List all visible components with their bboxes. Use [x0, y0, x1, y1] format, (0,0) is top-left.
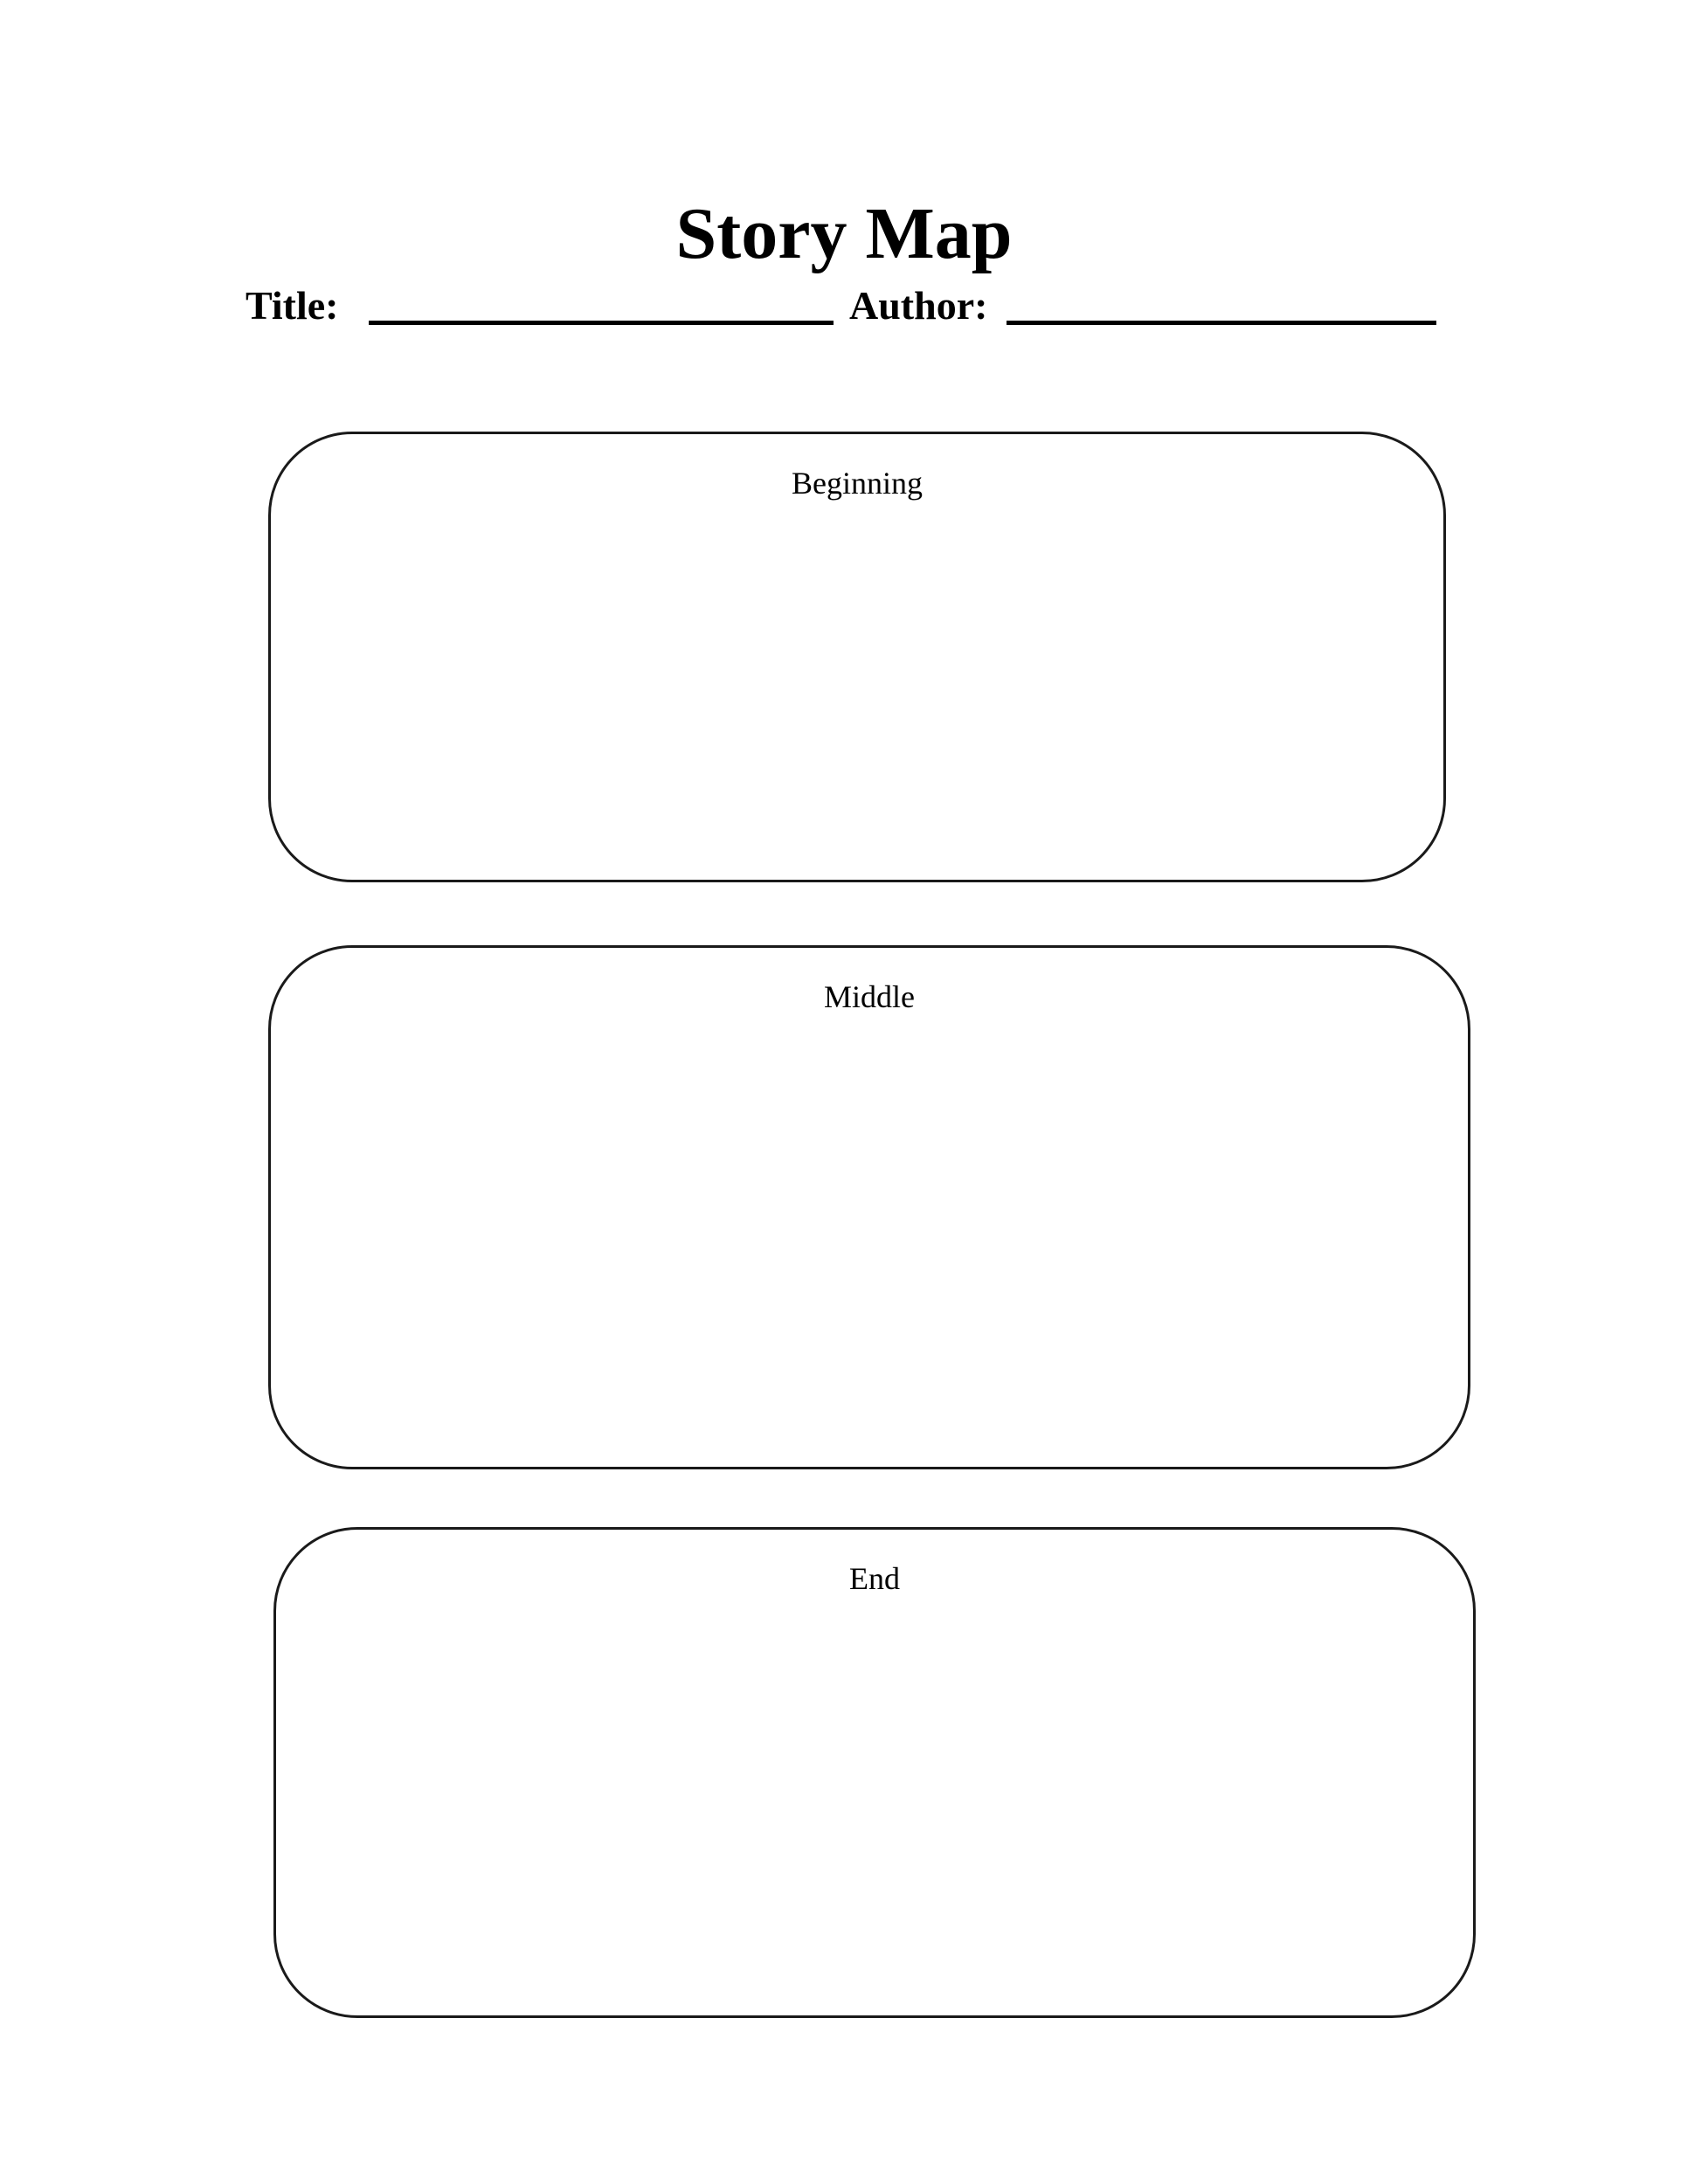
title-field-label: Title:: [246, 283, 339, 328]
end-box[interactable]: [273, 1527, 1476, 2018]
middle-box[interactable]: [268, 945, 1470, 1469]
middle-label: Middle: [824, 979, 915, 1014]
title-blank-line[interactable]: [369, 321, 834, 325]
beginning-label: Beginning: [792, 466, 923, 501]
author-field-label: Author:: [849, 283, 988, 328]
author-blank-line[interactable]: [1007, 321, 1436, 325]
beginning-box[interactable]: [268, 432, 1446, 882]
end-label: End: [849, 1561, 900, 1596]
page-title: Story Map: [675, 193, 1013, 274]
